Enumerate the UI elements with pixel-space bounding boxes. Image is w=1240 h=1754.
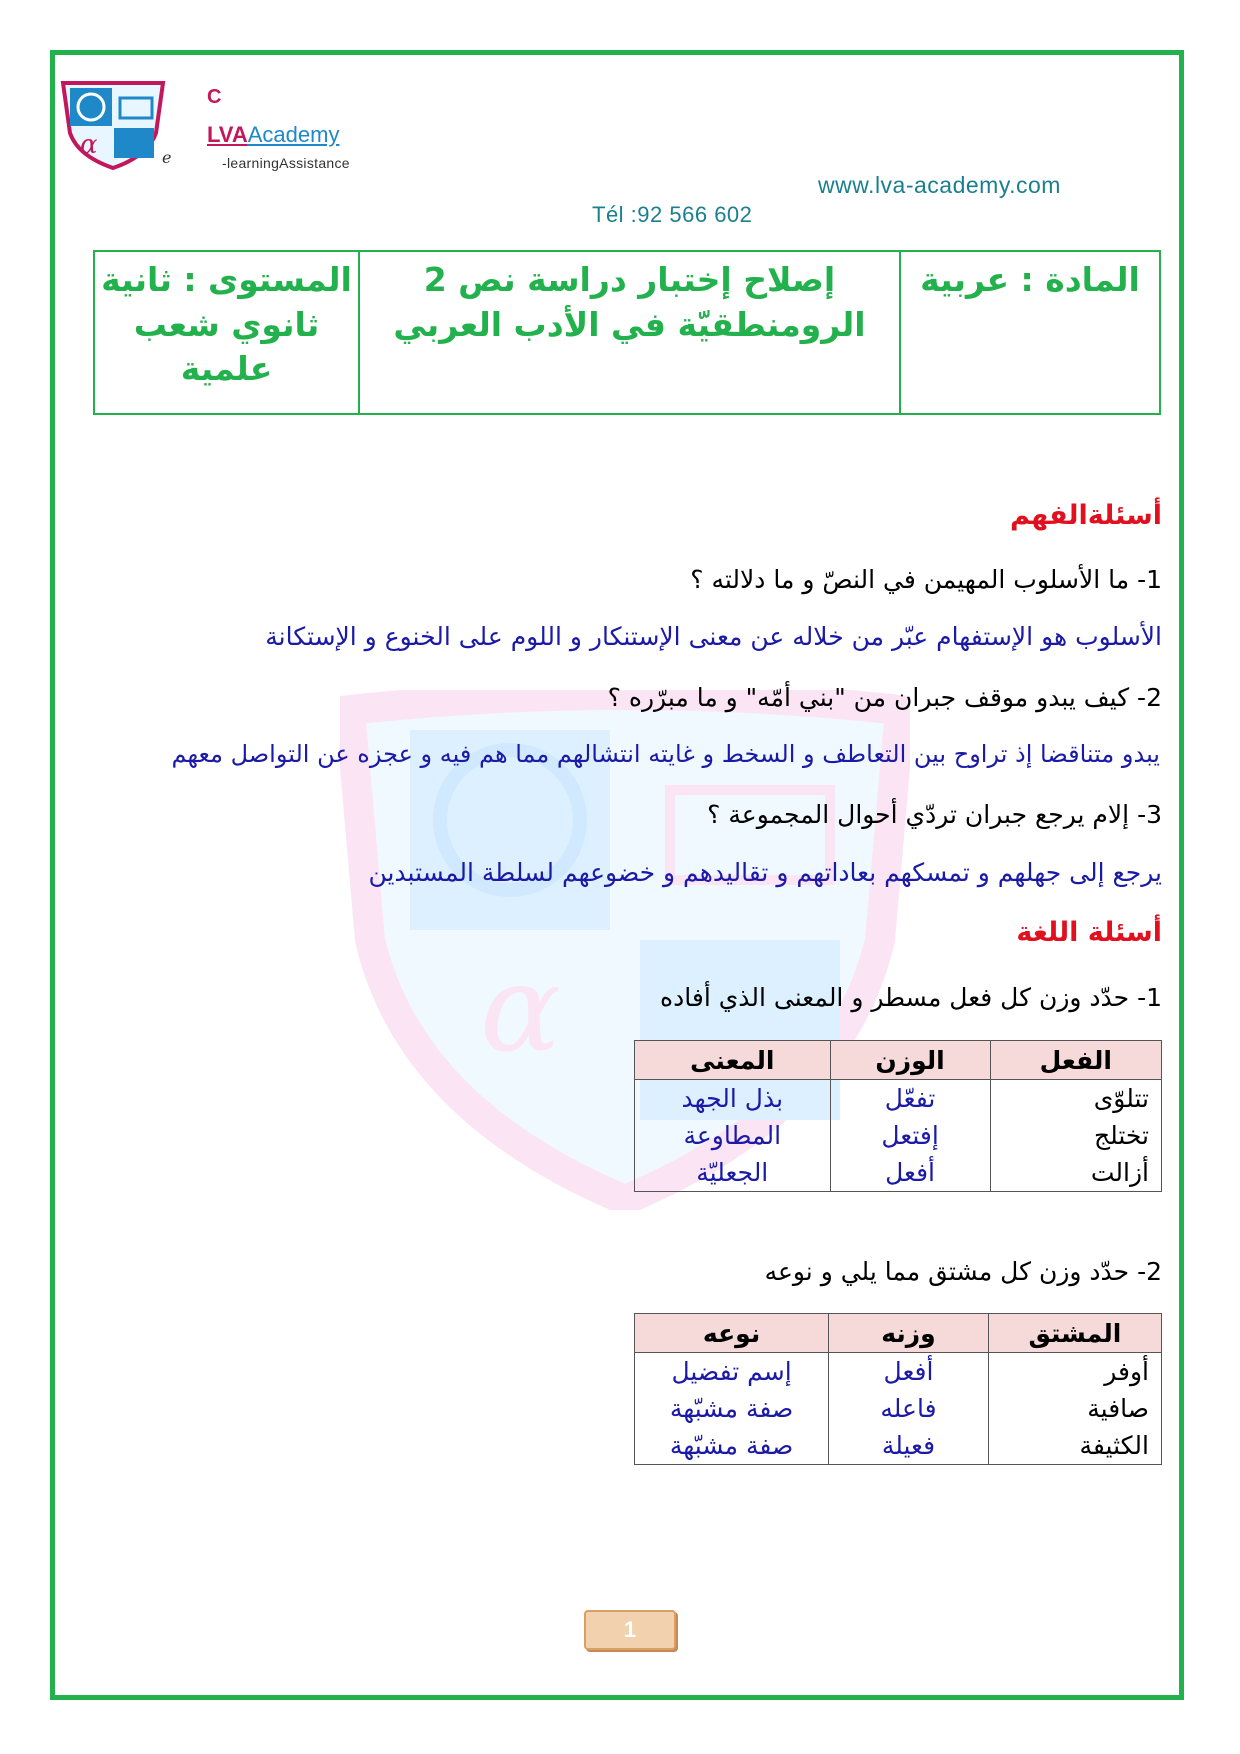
brand-name-bold: LVA [207, 122, 248, 147]
language-heading: أسئلة اللغة [1016, 917, 1162, 948]
language-question-2: 2- حدّد وزن كل مشتق مما يلي و نوعه [764, 1257, 1162, 1286]
table2-cell: صفة مشبّهة [635, 1390, 829, 1427]
level-line-1: المستوى : ثانية [101, 260, 352, 299]
table2-header-derivative: المشتق [988, 1314, 1161, 1353]
table-row [635, 1353, 1162, 1391]
comprehension-question-3: 3- إلام يرجع جبران تردّي أحوال المجموعة ؟ [707, 800, 1162, 829]
title-line-2: الرومنطقيّة في الأدب العربي [393, 304, 866, 344]
level-line-3: علمية [180, 349, 273, 389]
table1-cell: أزالت [990, 1154, 1161, 1192]
brand-name [207, 122, 339, 148]
table1-cell: إفتعل [830, 1117, 990, 1154]
svg-text:α: α [80, 130, 98, 160]
logo-e-letter: e [162, 148, 172, 167]
table2-cell: صافية [988, 1390, 1161, 1427]
table1-header-verb: الفعل [990, 1041, 1161, 1080]
table-row [635, 1117, 1162, 1154]
comprehension-heading: أسئلةالفهم [1009, 500, 1162, 531]
table1-cell: تختلج [990, 1117, 1161, 1154]
table2-cell: صفة مشبّهة [635, 1427, 829, 1465]
table2-cell: أفعل [829, 1353, 989, 1391]
table1-cell: أفعل [830, 1154, 990, 1192]
table1-cell: المطاوعة [635, 1117, 831, 1154]
title-table [93, 250, 1161, 415]
title-line-1: إصلاح إختبار دراسة نص 2 [423, 260, 836, 299]
academy-logo [58, 78, 168, 170]
table2-cell: أوفر [988, 1353, 1161, 1391]
comprehension-question-1: 1- ما الأسلوب المهيمن في النصّ و ما دلالته ؟ [690, 565, 1162, 594]
comprehension-answer-2: يبدو متناقضا إذ تراوح بين التعاطف و السخط و غايته انتشالهم مما هم فيه و عجزه عن التواصل معهم [171, 740, 1160, 768]
table2-cell: الكثيفة [988, 1427, 1161, 1465]
page-number: 1 [584, 1610, 676, 1650]
table2-header-pattern: وزنه [829, 1314, 989, 1353]
table2-header-type: نوعه [635, 1314, 829, 1353]
brand-subtitle: -learningAssistance [222, 155, 350, 171]
telephone: Tél :92 566 602 [592, 202, 753, 227]
subject-label: المادة : عربية [920, 260, 1140, 299]
table1-cell: تتلوّى [990, 1080, 1161, 1118]
level-line-2: ثانوي شعب [133, 304, 320, 344]
table1-header-meaning: المعنى [635, 1041, 831, 1080]
table-row [635, 1154, 1162, 1192]
table-row [635, 1427, 1162, 1465]
table-row [635, 1080, 1162, 1118]
table1-cell: بذل الجهد [635, 1080, 831, 1118]
table1-cell: تفعّل [830, 1080, 990, 1118]
brand-letter-c: C [207, 86, 222, 108]
language-question-1: 1- حدّد وزن كل فعل مسطر و المعنى الذي أفاده [660, 983, 1162, 1012]
comprehension-answer-1: الأسلوب هو الإستفهام عبّر من خلاله عن معنى الإستنكار و اللوم على الخنوع و الإستكانة [265, 622, 1162, 651]
comprehension-answer-3: يرجع إلى جهلهم و تمسكهم بعاداتهم و تقاليدهم و خضوعهم لسلطة المستبدين [368, 858, 1162, 887]
comprehension-question-2: 2- كيف يبدو موقف جبران من "بني أمّه" و ما مبرّره ؟ [607, 683, 1162, 712]
level-cell [95, 252, 360, 413]
subject-cell [901, 252, 1159, 413]
table2-cell: فعيلة [829, 1427, 989, 1465]
derivative-table [634, 1313, 1162, 1465]
table2-cell: فاعله [829, 1390, 989, 1427]
website-link[interactable]: www.lva-academy.com [818, 172, 1061, 198]
svg-text:α: α [480, 940, 562, 1079]
title-cell [360, 252, 901, 413]
brand-name-normal: Academy [247, 122, 340, 147]
table2-cell: إسم تفضيل [635, 1353, 829, 1391]
table1-header-pattern: الوزن [830, 1041, 990, 1080]
verb-table [634, 1040, 1162, 1192]
table1-cell: الجعليّة [635, 1154, 831, 1192]
table-row [635, 1390, 1162, 1427]
